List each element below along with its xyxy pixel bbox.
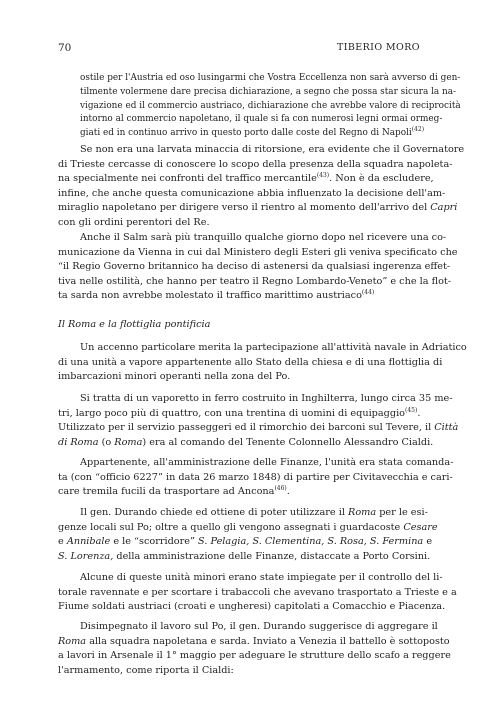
- text-line: Appartenente, all'amministrazione delle Finanze, l'unità era stata comanda-: [80, 457, 454, 468]
- ship-name: Città: [434, 422, 459, 434]
- text-line: tiva nelle ostilità, che hanno per teatro il Regno Lombardo-Veneto” e che la flot-: [58, 275, 452, 287]
- text-line: Roma alla squadra napoletana e sarda. Inviato a Venezia il battello è sottoposto: [58, 635, 450, 647]
- paragraph-2: [58, 231, 458, 304]
- page-number: 70: [58, 42, 72, 54]
- text-line: Fiume soldati austriaci (croati e ungheresi) capitolati a Comacchio e Piacenza.: [58, 601, 446, 613]
- ship-name: Roma: [348, 507, 377, 518]
- text-line: Alcune di queste unità minori erano state impiegate per il controllo del li-: [80, 572, 443, 583]
- paragraph-1: [58, 143, 465, 230]
- text-line: miraglio napoletano per dirigere verso il rientro al momento dell'arrivo del Capri: [58, 202, 458, 214]
- text-line: Si tratta di un vaporetto in ferro costruito in Inghilterra, lungo circa 35 me-: [80, 393, 453, 404]
- text-line: ta sarda non avrebbe molestato il traffico marittimo austriaco$^{(44)}$: [58, 289, 375, 302]
- ship-name: Roma: [114, 436, 143, 448]
- text-line: imbarcazioni minori operanti nella zona del Po.: [58, 371, 291, 383]
- text-line: con gli ordini perentori del Re.: [58, 216, 210, 228]
- text-line: torale ravennate e per scortare i trabaccoli che avevano trasportato a Trieste e a: [58, 586, 457, 598]
- text-line: tri, largo poco più di quattro, con una trentina di uomini di equipaggio$^{(45)}$.: [58, 406, 421, 419]
- quote-line: intorno al commercio napoletano, il quale si fa con numerosi legni ormai ormeg-: [80, 114, 443, 125]
- text-line: municazione da Vienna in cui dal Ministero degli Esteri gli veniva specificato che: [58, 246, 458, 258]
- paragraph-3: [58, 341, 467, 385]
- ship-name: Capri: [430, 202, 458, 214]
- text-line: a lavori in Arsenale il 1° maggio per adeguare le strutture dello scafo a reggere: [58, 650, 451, 662]
- quote-line: giati ed in continuo arrivo in questo porto dalle coste del Regno di Napoli$^{(42)}$: [80, 126, 425, 139]
- quote-line: ostile per l'Austria ed oso lusingarmi che Vostra Eccellenza non sarà avverso di gen-: [80, 73, 461, 83]
- text-line: Disimpegnato il lavoro sul Po, il gen. Durando suggerisce di aggregare il: [80, 621, 438, 632]
- paragraph-5: [58, 456, 454, 500]
- text-line: Se non era una larvata minaccia di ritorsione, era evidente che il Governatore: [80, 144, 465, 155]
- running-head: TIBERIO MORO: [337, 42, 420, 53]
- text-line: genze locali sul Po; oltre a quello gli vengono assegnati i guardacoste Cesare: [58, 521, 438, 533]
- footnote-ref-44: (44): [361, 289, 375, 297]
- paragraph-7: [58, 571, 457, 615]
- text-line: di Roma (o Roma) era al comando del Tenente Colonnello Alessandro Cialdi.: [58, 436, 434, 448]
- text-line: ta (con “officio 6227” in data 26 marzo 1848) di partire per Civitavecchia e cari-: [58, 471, 453, 483]
- text-line: di Trieste cercasse di conoscere lo scopo della presenza della squadra napoleta-: [58, 158, 453, 170]
- footnote-ref-46: (46): [274, 485, 287, 493]
- text-line: na specialmente nei confronti del traffico mercantile$^{(43)}$. Non è da escludere,: [58, 172, 434, 185]
- ship-name: Annibale: [66, 536, 111, 548]
- quote-line: tilmente volermene dare precisa dichiarazione, a segno che possa star sicura la na-: [80, 86, 457, 97]
- text-line: S. Lorenza, della amministrazione delle Finanze, distaccate a Porto Corsini.: [58, 550, 431, 562]
- footnote-ref-45: (45): [405, 406, 418, 414]
- block-quote: [80, 72, 461, 141]
- footnote-ref-42: (42): [411, 126, 425, 134]
- ship-name: S. Lorenza,: [58, 550, 114, 562]
- text-line: Utilizzato per il servizio passeggeri ed il rimorchio dei barconi sul Tevere, il Città: [58, 422, 459, 434]
- ship-name: Cesare: [403, 521, 438, 533]
- text-line: Un accenno particolare merita la partecipazione all'attività navale in Adriatico: [80, 342, 467, 353]
- text-line: care tremila fucili da trasportare ad Ancona$^{(46)}$.: [58, 485, 290, 498]
- paragraph-6: [58, 506, 438, 564]
- paragraph-8: [58, 620, 451, 678]
- text-line: Il gen. Durando chiede ed ottiene di poter utilizzare il Roma per le esi-: [80, 507, 428, 518]
- quote-line: vigazione ed il commercio austriaco, dichiarazione che avrebbe valore di reciprocità: [80, 100, 461, 111]
- text-line: “il Regio Governo britannico ha deciso di astenersi da qualsiasi ingerenza effet-: [58, 261, 451, 273]
- text-line: l'armamento, come riporta il Cialdi:: [58, 664, 234, 676]
- footnote-ref-43: (43): [316, 172, 330, 180]
- ship-name: di Roma: [58, 436, 99, 448]
- paragraph-4: [58, 392, 459, 450]
- ship-name: Roma: [58, 635, 87, 647]
- ship-name: S. Pelagia, S. Clementina, S. Rosa, S. Fermina: [198, 536, 424, 548]
- text-line: e Annibale e le “scorridore” S. Pelagia, S. Clementina, S. Rosa, S. Fermina e: [58, 536, 433, 548]
- text-line: di una unità a vapore appartenente allo Stato della chiesa e di una flottiglia di: [58, 356, 443, 368]
- text-line: infine, che anche questa comunicazione abbia influenzato la decisione dell'am-: [58, 187, 446, 199]
- section-heading: Il Roma e la flottiglia pontificia: [58, 319, 211, 330]
- text-line: Anche il Salm sarà più tranquillo qualche giorno dopo nel ricevere una co-: [80, 232, 447, 243]
